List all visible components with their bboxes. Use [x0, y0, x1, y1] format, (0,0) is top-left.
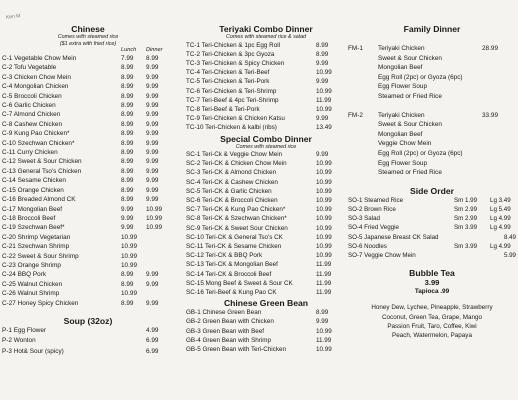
spacer: [165, 261, 174, 270]
item-name: C-15 Orange Chicken: [2, 186, 64, 194]
side-item: [348, 242, 516, 251]
item-name: C-4 Mongolian Chicken: [2, 83, 69, 91]
green-bean-list: [186, 308, 346, 354]
item-name: C-18 Broccoli Beef: [2, 214, 56, 222]
family-meal-line: Teriyaki Chicken: [378, 45, 425, 52]
menu-item: [2, 223, 174, 232]
menu-item: [186, 150, 346, 159]
item-price: 9.99: [316, 78, 329, 86]
item-name: SO-3 Salad: [348, 215, 380, 223]
large-price: Lg 4.99: [490, 242, 511, 250]
bubble-tea-price: 3.99: [424, 278, 440, 288]
menu-item: [2, 101, 174, 110]
item-price: 6.99: [146, 337, 159, 345]
item-name: TC-7 Teri-Beef & 4pc Teri-Shrimp: [186, 96, 279, 104]
column-family: [348, 24, 516, 341]
menu-item: [186, 336, 346, 345]
dinner-price: 10.99: [121, 252, 137, 260]
item-name: C-3 Chicken Chow Mein: [2, 73, 71, 81]
menu-item: [2, 110, 174, 119]
menu-item: [2, 336, 174, 346]
dinner-price: 9.99: [146, 111, 159, 119]
dinner-price: 10.99: [121, 290, 137, 298]
menu-item: [2, 261, 174, 270]
family-meal: [348, 44, 516, 102]
dinner-price: 10.99: [146, 224, 162, 232]
spacer: [165, 252, 174, 261]
lunch-price: 8.99: [121, 196, 134, 204]
menu-item: [186, 308, 346, 317]
menu-item: [186, 260, 346, 269]
dinner-price: 9.99: [146, 158, 159, 166]
family-meal: [348, 111, 516, 178]
teriyaki-title: Teriyaki Combo Dinner: [219, 24, 313, 34]
menu-item: [2, 347, 174, 357]
large-price: Lg 4.99: [490, 215, 511, 223]
item-name: SC-4 Teri-CK & Cashew Chicken: [186, 178, 278, 186]
menu-item: [186, 317, 346, 326]
item-name: GB-2 Green Bean with Chicken: [186, 318, 274, 326]
item-price: 10.99: [316, 160, 332, 168]
handwritten-mark: Ken M: [5, 13, 21, 21]
item-price: 10.99: [316, 327, 332, 335]
family-meal-code: FM-1: [348, 45, 363, 52]
menu-item: [186, 87, 346, 96]
item-name: C-26 Walnut Shrimp: [2, 290, 60, 298]
item-name: SC-5 Teri-CK & Garlic Chicken: [186, 187, 272, 195]
menu-item: [2, 92, 174, 101]
column-chinese: [2, 24, 174, 357]
item-price: 8.99: [316, 41, 329, 49]
special-list: [186, 150, 346, 297]
family-meal-line: Mongolian Beef: [378, 64, 423, 72]
dinner-price: 9.99: [146, 73, 159, 81]
item-price: 10.99: [316, 69, 332, 77]
item-name: TC-9 Teri-Chicken & Chicken Katsu: [186, 115, 285, 123]
chinese-note-rice: ($1 extra with fried rice): [59, 40, 117, 47]
flavor-line: Honey Dew, Lychee, Pineapple, Strawberry: [371, 304, 493, 312]
item-name: SC-9 Teri-CK & Sweet Sour Chicken: [186, 224, 288, 232]
spacer: [165, 233, 174, 242]
item-name: P-2 Wonton: [2, 337, 36, 345]
large-price: Lg 3.49: [490, 196, 511, 204]
item-name: C-24 BBQ Pork: [2, 271, 47, 279]
item-price: 11.99: [316, 270, 332, 278]
side-item: [348, 196, 516, 205]
item-name: C-8 Cashew Chicken: [2, 120, 63, 128]
large-price: 5.99: [503, 251, 516, 259]
menu-item: [2, 186, 174, 195]
menu-item: [2, 280, 174, 289]
menu-item: [2, 82, 174, 91]
item-name: SC-7 Teri-CK & Kung Pao Chicken*: [186, 206, 286, 214]
menu-item: [186, 178, 346, 187]
item-name: SC-3 Teri-CK & Almond Chicken: [186, 169, 277, 177]
family-meal-line: Egg Flower Soup: [378, 159, 428, 167]
item-price: 10.99: [316, 169, 332, 177]
special-title: Special Combo Dinner: [220, 133, 312, 144]
item-price: 4.99: [146, 326, 159, 334]
dinner-price: 9.99: [146, 177, 159, 185]
menu-item: [2, 233, 174, 242]
lunch-price: 8.99: [121, 102, 134, 110]
item-name: P-3 Hot& Sour (spicy): [2, 347, 64, 355]
item-name: SO-7 Veggie Chow Mein: [348, 251, 416, 259]
menu-item: [2, 195, 174, 204]
item-name: SO-2 Brown Rice: [348, 205, 396, 213]
item-name: C-21 Szechwan Shrimp: [2, 243, 70, 251]
menu-item: [186, 77, 346, 86]
item-name: C-14 Sesame Chicken: [2, 177, 66, 185]
menu-item: [2, 205, 174, 214]
menu-item: [186, 233, 346, 242]
dinner-price: 9.99: [146, 149, 159, 157]
item-name: SC-1 Teri-Ck & Veggie Chow Mein: [186, 151, 283, 159]
item-price: 8.99: [316, 50, 329, 58]
item-price: 10.99: [316, 105, 332, 113]
dinner-price: 9.99: [146, 196, 159, 204]
menu-item: [186, 242, 346, 251]
menu-item: [186, 96, 346, 105]
side-item: [348, 223, 516, 232]
bubble-tea-flavors: [348, 303, 516, 341]
menu-item: [186, 279, 346, 288]
item-name: C-22 Sweet & Sour Shrimp: [2, 252, 79, 260]
item-price: 11.99: [316, 279, 332, 287]
special-note: Comes with steamed rice: [235, 143, 297, 150]
item-name: TC-6 Teri-Chicken & Teri-Shrimp: [186, 87, 277, 95]
item-price: 6.99: [146, 347, 159, 355]
item-name: SC-10 Teri-CK & General Tso's CK: [186, 233, 283, 241]
menu-item: [186, 196, 346, 205]
item-price: 10.99: [316, 187, 332, 195]
item-price: 9.99: [316, 318, 329, 326]
dinner-price: 9.99: [146, 280, 159, 288]
family-meal-line: Egg Roll (2pc) or Gyoza (6pc): [378, 149, 463, 157]
family-meal-line: Sweet & Sour Chicken: [378, 121, 442, 129]
item-name: C-20 Shrimp Vegetarian: [2, 233, 71, 241]
side-title: Side Order: [410, 185, 454, 196]
item-price: 8.99: [316, 309, 329, 317]
menu-item: [186, 59, 346, 68]
family-meal-code: FM-2: [348, 111, 363, 119]
dinner-price: 10.99: [146, 214, 162, 222]
chinese-list: [2, 54, 174, 308]
small-price: Sm 2.99: [454, 215, 478, 223]
menu-item: [186, 168, 346, 177]
item-name: SC-8 Teri-CK & Szechwan Chicken*: [186, 215, 287, 223]
item-price: 11.99: [316, 289, 332, 297]
item-price: 10.99: [316, 224, 332, 232]
side-item: [348, 214, 516, 223]
small-price: Sm 2.99: [454, 205, 478, 213]
family-meal-line: Teriyaki Chicken: [378, 111, 425, 119]
lunch-price: 8.99: [121, 64, 134, 72]
item-name: C-17 Mongolian Beef: [2, 205, 63, 213]
item-name: SC-13 Teri-CK & Mongolian Beef: [186, 261, 278, 269]
lunch-price: 8.99: [121, 83, 134, 91]
menu-item: [2, 289, 174, 298]
lunch-price: 9.99: [121, 214, 134, 222]
lunch-price: 8.99: [121, 73, 134, 81]
flavor-line: Peach, Watermelon, Papaya: [392, 332, 472, 340]
tapioca-price: Tapioca .99: [414, 288, 450, 296]
chinese-title: Chinese: [71, 24, 105, 34]
lunch-price: 8.99: [121, 280, 134, 288]
small-price: [454, 251, 490, 260]
lunch-price: 9.99: [121, 224, 134, 232]
chinese-note: Comes with steamed rice: [57, 34, 119, 40]
teriyaki-note: Comes with steamed rice & salad: [226, 34, 306, 40]
family-meal-line: Egg Roll (2pc) or Gyoza (6pc): [378, 73, 463, 81]
dinner-header: Dinner: [146, 47, 163, 53]
menu-item: [2, 54, 174, 63]
item-name: GB-5 Green Bean with Teri-Chicken: [186, 346, 286, 354]
family-meal-line: Sweet & Sour Chicken: [378, 54, 442, 62]
lunch-price: 8.99: [121, 149, 134, 157]
item-price: 10.99: [316, 197, 332, 205]
item-name: C-9 Kung Pao Chicken*: [2, 130, 70, 138]
side-item: [348, 205, 516, 214]
item-name: C-12 Sweet & Sour Chicken: [2, 158, 82, 166]
dinner-price: 9.99: [146, 139, 159, 147]
family-meal-line: Mongolian Beef: [378, 130, 423, 138]
soup-title: Soup (32oz): [63, 315, 113, 326]
lunch-price: 8.99: [121, 120, 134, 128]
item-name: C-7 Almond Chicken: [2, 111, 61, 119]
teriyaki-list: [186, 41, 346, 133]
item-name: SC-6 Teri-CK & Broccoli Chicken: [186, 197, 278, 205]
menu-item: [2, 299, 174, 308]
item-name: SO-4 Fried Veggie: [348, 224, 399, 232]
family-title: Family Dinner: [403, 24, 461, 34]
item-name: C-2 Tofu Vegetable: [2, 64, 57, 72]
item-name: SO-5 Japanese Breast CK Salad: [348, 233, 439, 241]
item-name: GB-1 Chinese Green Bean: [186, 309, 262, 317]
item-name: C-6 Garlic Chicken: [2, 102, 56, 110]
item-name: SC-14 Teri-CK & Broccoli Beef: [186, 270, 272, 278]
item-price: 10.99: [316, 178, 332, 186]
menu-item: [2, 157, 174, 166]
dinner-price: 9.99: [146, 130, 159, 138]
item-price: 11.99: [316, 261, 332, 269]
item-name: SC-2 Teri-CK & Chicken Chow Mein: [186, 160, 287, 168]
family-meal-line: Egg Flower Soup: [378, 83, 428, 91]
item-name: GB-3 Green Bean with Beef: [186, 327, 265, 335]
dinner-price: 9.99: [146, 83, 159, 91]
family-meal-items: [378, 111, 482, 178]
lunch-price: 8.99: [121, 92, 134, 100]
dinner-price: 9.99: [146, 167, 159, 175]
lunch-price: 8.99: [121, 139, 134, 147]
menu-item: [186, 123, 346, 132]
item-name: SC-16 Teri-Beef & Kung Pao CK: [186, 289, 277, 297]
menu-item: [2, 73, 174, 82]
dinner-price: 10.99: [121, 233, 137, 241]
menu-item: [2, 214, 174, 223]
menu-item: [186, 327, 346, 336]
menu-item: [186, 214, 346, 223]
lunch-price: 8.99: [121, 167, 134, 175]
lunch-price: 8.99: [121, 130, 134, 138]
menu-item: [2, 167, 174, 176]
small-price: Sm 1.99: [454, 196, 478, 204]
item-name: C-10 Szechwan Chicken*: [2, 139, 75, 147]
item-name: TC-8 Teri-Beef & Teri-Pork: [186, 105, 260, 113]
item-price: 10.99: [316, 206, 332, 214]
large-price: Lg 4.99: [490, 224, 511, 232]
family-meal-items: [378, 44, 482, 102]
family-list: [348, 44, 516, 178]
item-name: C-1 Vegetable Chow Mein: [2, 55, 77, 62]
dinner-price: 8.99: [146, 55, 159, 62]
menu-item: [2, 252, 174, 261]
menu-item: [2, 326, 174, 336]
family-meal-price: 33.99: [482, 111, 498, 119]
lunch-price: 8.99: [121, 111, 134, 119]
item-name: TC-2 Teri-Chicken & 3pc Gyoza: [186, 50, 275, 58]
menu-item: [2, 139, 174, 148]
side-item: [348, 251, 516, 260]
family-meal-line: Veggie Chow Mein: [378, 140, 432, 148]
item-name: C-23 Orange Shrimp: [2, 261, 61, 269]
spacer: [165, 242, 174, 251]
item-name: C-27 Honey Spicy Chicken: [2, 299, 79, 307]
menu-item: [186, 345, 346, 354]
item-price: 11.99: [316, 336, 332, 344]
price-header: [2, 47, 174, 54]
dinner-price: 9.99: [146, 120, 159, 128]
spacer: [165, 289, 174, 298]
column-combos: [186, 24, 346, 354]
item-price: 10.99: [316, 243, 332, 251]
item-name: GB-4 Green Bean with Shrimp: [186, 336, 272, 344]
lunch-price: 8.99: [121, 177, 134, 185]
small-price: [454, 233, 490, 242]
menu-item: [186, 251, 346, 260]
item-name: TC-10 Teri-Chicken & kalbi (ribs): [186, 124, 277, 132]
item-name: SO-1 Steamed Rice: [348, 196, 404, 204]
side-list: [348, 196, 516, 260]
lunch-price: 8.99: [121, 299, 134, 307]
family-meal-price: 28.99: [482, 45, 498, 52]
item-name: C-16 Breaded Almond CK: [2, 196, 76, 204]
bubble-tea-title: Bubble Tea: [409, 268, 455, 279]
dinner-price: 9.99: [146, 64, 159, 72]
menu-item: [2, 270, 174, 279]
item-price: 10.99: [316, 87, 332, 95]
large-price: Lg 5.49: [490, 205, 511, 213]
item-name: SO-6 Noodles: [348, 242, 387, 250]
menu-item: [186, 50, 346, 59]
menu-item: [186, 41, 346, 50]
dinner-price: 9.99: [146, 271, 159, 279]
item-name: C-11 Curry Chicken: [2, 149, 58, 157]
item-name: C-19 Szechwan Beef*: [2, 224, 65, 232]
dinner-price: 10.99: [121, 243, 137, 251]
family-meal-line: Steamed or Fried Rice: [378, 169, 442, 177]
flavor-line: Coconut, Green Tea, Grape, Mango: [382, 313, 482, 321]
lunch-price: 8.99: [121, 186, 134, 194]
flavor-line: Passion Fruit, Taro, Coffee, Kiwi: [387, 322, 477, 330]
item-name: TC-1 Teri-Chicken & 1pc Egg Roll: [186, 41, 281, 49]
dinner-price: 10.99: [121, 261, 137, 269]
soup-list: [2, 326, 174, 357]
item-name: C-5 Broccoli Chicken: [2, 92, 62, 100]
lunch-price: 8.99: [121, 271, 134, 279]
dinner-price: 9.99: [146, 102, 159, 110]
dinner-price: 9.99: [146, 299, 159, 307]
item-name: SC-12 Teri-CK & BBQ Pork: [186, 252, 263, 260]
item-name: TC-4 Teri-Chicken & Teri-Beef: [186, 69, 270, 77]
menu-item: [186, 105, 346, 114]
small-price: Sm 3.99: [454, 224, 478, 232]
dinner-price: 10.99: [146, 205, 162, 213]
menu-item: [186, 270, 346, 279]
menu-item: [2, 176, 174, 185]
lunch-price: 9.99: [121, 205, 134, 213]
family-meal-line: Steamed or Fried Rice: [378, 92, 442, 100]
menu-item: [2, 63, 174, 72]
item-price: 10.99: [316, 346, 332, 354]
lunch-price: 8.99: [121, 158, 134, 166]
item-price: 9.99: [316, 115, 329, 123]
item-price: 11.99: [316, 96, 332, 104]
menu-item: [2, 148, 174, 157]
dinner-price: 9.99: [146, 186, 159, 194]
item-price: 10.99: [316, 233, 332, 241]
item-name: P-1 Egg Flower: [2, 326, 47, 334]
item-name: TC-3 Teri-Chicken & Spicy Chicken: [186, 59, 285, 67]
item-price: 9.99: [316, 151, 329, 159]
item-name: TC-5 Teri-Chicken & Teri-Pork: [186, 78, 270, 86]
lunch-price: 7.99: [121, 55, 134, 62]
item-price: 10.99: [316, 215, 332, 223]
menu-item: [2, 242, 174, 251]
menu-item: [186, 159, 346, 168]
item-name: SC-11 Teri-CK & Sesame Chicken: [186, 243, 282, 251]
dinner-price: 9.99: [146, 92, 159, 100]
item-price: 13.49: [316, 124, 332, 132]
menu-item: [186, 224, 346, 233]
lunch-header: Lunch: [121, 47, 137, 53]
menu-item: [186, 114, 346, 123]
green-bean-title: Chinese Green Bean: [223, 298, 309, 309]
menu-item: [186, 205, 346, 214]
item-price: 10.99: [316, 252, 332, 260]
menu-item: [2, 129, 174, 138]
item-name: C-25 Walnut Chicken: [2, 280, 63, 288]
item-price: 9.99: [316, 59, 329, 67]
item-name: C-13 General Tso's Chicken: [2, 167, 82, 175]
side-item: [348, 233, 516, 242]
menu-item: [2, 120, 174, 129]
menu-item: [186, 68, 346, 77]
menu-item: [186, 288, 346, 297]
item-name: SC-15 Mong Beef & Sweet & Sour CK: [186, 279, 293, 287]
small-price: Sm 3.99: [454, 242, 478, 250]
large-price: 8.49: [503, 233, 516, 241]
menu-item: [186, 187, 346, 196]
